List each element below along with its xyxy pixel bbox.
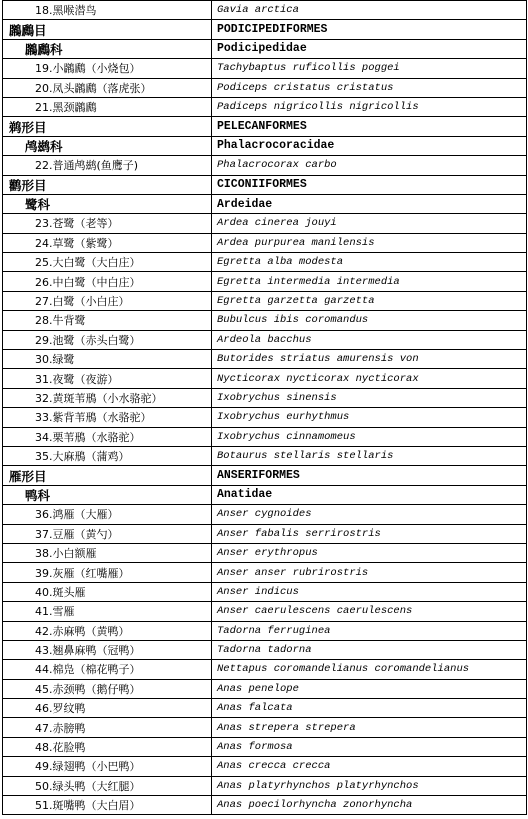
chinese-name-cell: 42.赤麻鸭（黄鸭） <box>3 622 212 640</box>
chinese-name-cell: 20.凤头鸊鷉（落虎张） <box>3 79 212 97</box>
order-row <box>3 466 527 485</box>
order-row <box>3 176 527 195</box>
scientific-name-cell: Anser cygnoides <box>212 505 527 523</box>
scientific-name-cell: Ardeola bacchus <box>212 331 527 349</box>
species-row <box>3 1 527 20</box>
chinese-name-cell: 50.绿头鸭（大红腿） <box>3 777 212 795</box>
chinese-name-cell: 44.棉凫（棉花鸭子） <box>3 660 212 678</box>
family-row <box>3 195 527 214</box>
chinese-name-cell: 37.豆雁（黄勺） <box>3 525 212 543</box>
scientific-name-cell: Padiceps nigricollis nigricollis <box>212 98 527 116</box>
chinese-name-cell: 38.小白额雁 <box>3 544 212 562</box>
species-row <box>3 718 527 737</box>
order-latin-cell: PELECANFORMES <box>212 117 527 135</box>
scientific-name-cell: Ixobrychus eurhythmus <box>212 408 527 426</box>
scientific-name-cell: Anas crecca crecca <box>212 757 527 775</box>
species-row <box>3 622 527 641</box>
species-row <box>3 79 527 98</box>
chinese-name-cell: 45.赤颈鸭（鹅仔鸭） <box>3 680 212 698</box>
scientific-name-cell: Botaurus stellaris stellaris <box>212 447 527 465</box>
species-row <box>3 680 527 699</box>
family-latin-cell: Phalacrocoracidae <box>212 137 527 155</box>
species-row <box>3 350 527 369</box>
species-row <box>3 660 527 679</box>
order-name-cell: 鹳形目 <box>3 176 212 194</box>
scientific-name-cell: Ardea cinerea jouyi <box>212 214 527 232</box>
scientific-name-cell: Podiceps cristatus cristatus <box>212 79 527 97</box>
family-latin-cell: Anatidae <box>212 486 527 504</box>
scientific-name-cell: Anser caerulescens caerulescens <box>212 602 527 620</box>
species-row <box>3 777 527 796</box>
scientific-name-cell: Anser erythropus <box>212 544 527 562</box>
species-row <box>3 583 527 602</box>
family-row <box>3 137 527 156</box>
species-row <box>3 331 527 350</box>
scientific-name-cell: Anas falcata <box>212 699 527 717</box>
scientific-name-cell: Bubulcus ibis coromandus <box>212 311 527 329</box>
chinese-name-cell: 47.赤膀鸭 <box>3 718 212 736</box>
scientific-name-cell: Ardea purpurea manilensis <box>212 234 527 252</box>
scientific-name-cell: Egretta garzetta garzetta <box>212 292 527 310</box>
scientific-name-cell: Gavia arctica <box>212 1 527 19</box>
chinese-name-cell: 30.绿鹭 <box>3 350 212 368</box>
species-row <box>3 757 527 776</box>
scientific-name-cell: Ixobrychus cinnamomeus <box>212 428 527 446</box>
scientific-name-cell: Nettapus coromandelianus coromandelianus <box>212 660 527 678</box>
species-row <box>3 389 527 408</box>
scientific-name-cell: Anser indicus <box>212 583 527 601</box>
chinese-name-cell: 39.灰雁（红嘴雁） <box>3 563 212 581</box>
species-row <box>3 505 527 524</box>
scientific-name-cell: Anser anser rubrirostris <box>212 563 527 581</box>
chinese-name-cell: 23.苍鹭（老等） <box>3 214 212 232</box>
order-latin-cell: CICONIIFORMES <box>212 176 527 194</box>
family-latin-cell: Podicipedidae <box>212 40 527 58</box>
order-name-cell: 雁形目 <box>3 466 212 484</box>
species-row <box>3 156 527 175</box>
species-row <box>3 525 527 544</box>
scientific-name-cell: Egretta intermedia intermedia <box>212 272 527 290</box>
species-row <box>3 408 527 427</box>
scientific-name-cell: Butorides striatus amurensis von <box>212 350 527 368</box>
scientific-name-cell: Ixobrychus sinensis <box>212 389 527 407</box>
scientific-name-cell: Anser fabalis serrirostris <box>212 525 527 543</box>
chinese-name-cell: 40.斑头雁 <box>3 583 212 601</box>
scientific-name-cell: Anas platyrhynchos platyrhynchos <box>212 777 527 795</box>
scientific-name-cell: Anas penelope <box>212 680 527 698</box>
species-row <box>3 253 527 272</box>
chinese-name-cell: 34.栗苇鳽（水骆驼） <box>3 428 212 446</box>
scientific-name-cell: Tachybaptus ruficollis poggei <box>212 59 527 77</box>
scientific-name-cell: Egretta alba modesta <box>212 253 527 271</box>
chinese-name-cell: 22.普通鸬鹚(鱼鹰子) <box>3 156 212 174</box>
chinese-name-cell: 48.花脸鸭 <box>3 738 212 756</box>
scientific-name-cell: Tadorna tadorna <box>212 641 527 659</box>
order-name-cell: 鹈形目 <box>3 117 212 135</box>
chinese-name-cell: 18.黑喉潜鸟 <box>3 1 212 19</box>
chinese-name-cell: 26.中白鹭（中白庄） <box>3 272 212 290</box>
species-row <box>3 214 527 233</box>
scientific-name-cell: Anas strepera strepera <box>212 718 527 736</box>
species-row <box>3 428 527 447</box>
chinese-name-cell: 36.鸿雁（大雁） <box>3 505 212 523</box>
chinese-name-cell: 28.牛背鹭 <box>3 311 212 329</box>
chinese-name-cell: 41.雪雁 <box>3 602 212 620</box>
family-latin-cell: Ardeidae <box>212 195 527 213</box>
species-row <box>3 563 527 582</box>
species-row <box>3 796 527 815</box>
family-row <box>3 486 527 505</box>
chinese-name-cell: 25.大白鹭（大白庄） <box>3 253 212 271</box>
scientific-name-cell: Phalacrocorax carbo <box>212 156 527 174</box>
species-row <box>3 311 527 330</box>
scientific-name-cell: Anas formosa <box>212 738 527 756</box>
order-latin-cell: PODICIPEDIFORMES <box>212 20 527 38</box>
order-name-cell: 鸊鷉目 <box>3 20 212 38</box>
order-row <box>3 117 527 136</box>
species-row <box>3 699 527 718</box>
species-row <box>3 602 527 621</box>
chinese-name-cell: 27.白鹭（小白庄） <box>3 292 212 310</box>
chinese-name-cell: 51.斑嘴鸭（大白眉） <box>3 796 212 814</box>
chinese-name-cell: 46.罗纹鸭 <box>3 699 212 717</box>
bird-checklist-table <box>2 0 527 815</box>
family-name-cell: 鸬鹚科 <box>3 137 212 155</box>
family-name-cell: 鸭科 <box>3 486 212 504</box>
family-name-cell: 鹭科 <box>3 195 212 213</box>
chinese-name-cell: 24.草鹭（紫鹭） <box>3 234 212 252</box>
order-latin-cell: ANSERIFORMES <box>212 466 527 484</box>
chinese-name-cell: 32.黄斑苇鳽（小水骆驼） <box>3 389 212 407</box>
species-row <box>3 59 527 78</box>
species-row <box>3 738 527 757</box>
order-row <box>3 20 527 39</box>
family-row <box>3 40 527 59</box>
species-row <box>3 641 527 660</box>
species-row <box>3 447 527 466</box>
chinese-name-cell: 19.小鸊鷉（小烧包） <box>3 59 212 77</box>
chinese-name-cell: 21.黑颈鸊鷉 <box>3 98 212 116</box>
species-row <box>3 272 527 291</box>
chinese-name-cell: 33.紫背苇鳽（水骆驼） <box>3 408 212 426</box>
chinese-name-cell: 49.绿翅鸭（小巴鸭） <box>3 757 212 775</box>
species-row <box>3 369 527 388</box>
species-row <box>3 544 527 563</box>
chinese-name-cell: 31.夜鹭（夜游） <box>3 369 212 387</box>
chinese-name-cell: 35.大麻鳽（蒲鸡） <box>3 447 212 465</box>
species-row <box>3 292 527 311</box>
species-row <box>3 98 527 117</box>
scientific-name-cell: Tadorna ferruginea <box>212 622 527 640</box>
chinese-name-cell: 29.池鹭（赤头白鹭） <box>3 331 212 349</box>
family-name-cell: 鸊鷉科 <box>3 40 212 58</box>
scientific-name-cell: Nycticorax nycticorax nycticorax <box>212 369 527 387</box>
species-row <box>3 234 527 253</box>
chinese-name-cell: 43.翘鼻麻鸭（冠鸭） <box>3 641 212 659</box>
scientific-name-cell: Anas poecilorhyncha zonorhyncha <box>212 796 527 814</box>
